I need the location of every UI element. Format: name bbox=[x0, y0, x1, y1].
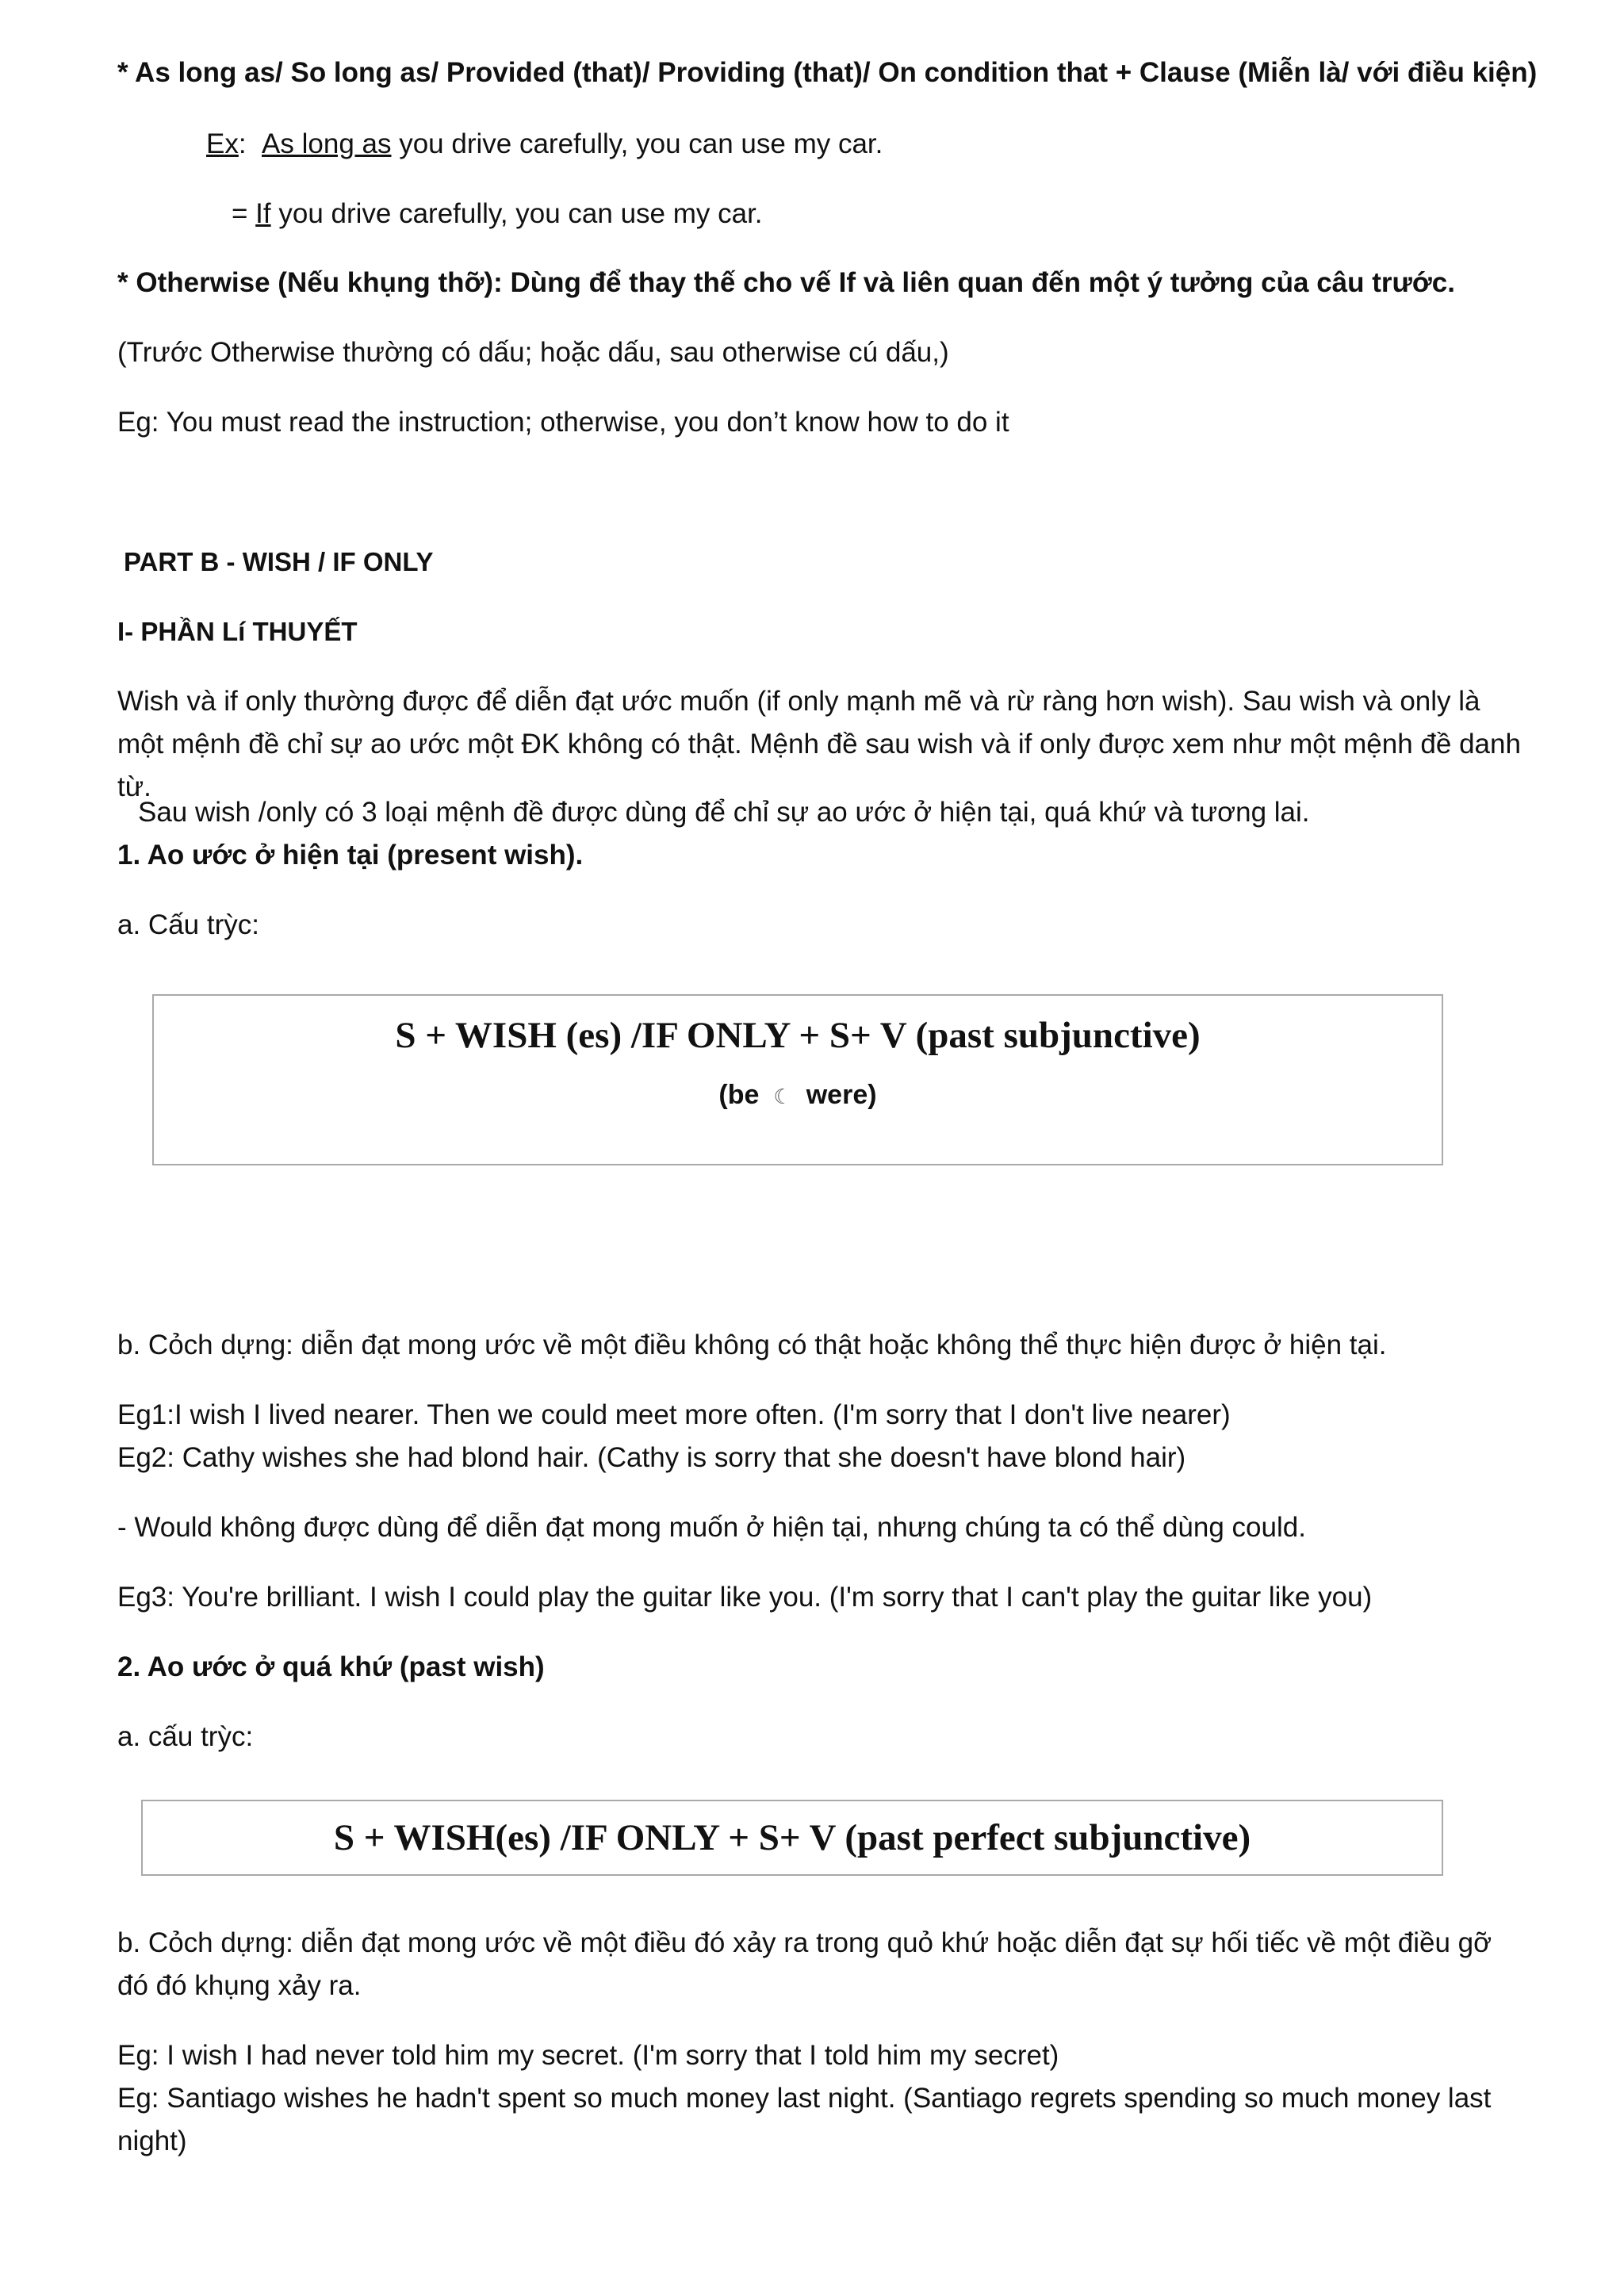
past-structure-label: a. cấu trỳc: bbox=[117, 1721, 254, 1752]
example-colon: : bbox=[238, 128, 247, 159]
past-wish-formula: S + WISH(es) /IF ONLY + S+ V (past perfect subjunctive) bbox=[333, 1817, 1251, 1858]
present-example-2: Eg2: Cathy wishes she had blond hair. (Cathy is sorry that she doesn't have blond hair) bbox=[117, 1442, 1186, 1473]
example-sentence: you drive carefully, you can use my car. bbox=[391, 128, 883, 159]
past-wish-heading: 2. Ao ước ở quá khứ (past wish) bbox=[117, 1651, 545, 1682]
example-label: Ex bbox=[206, 128, 239, 159]
equivalent-sentence: you drive carefully, you can use my car. bbox=[270, 198, 763, 229]
otherwise-heading: * Otherwise (Nếu khụng thỡ): Dùng để thay thế cho vế If và liên quan đến một ý tưởng của câu trước. bbox=[117, 267, 1455, 298]
would-could-note: - Would không được dùng để diễn đạt mong muốn ở hiện tại, nhưng chúng ta có thể dùng could. bbox=[117, 1512, 1306, 1543]
as-long-as-phrase: As long as bbox=[262, 128, 392, 159]
as-long-as-example bbox=[206, 123, 883, 166]
present-example-1: Eg1:I wish I lived nearer. Then we could meet more often. (I'm sorry that I don't live nearer) bbox=[117, 1399, 1231, 1430]
if-word: If bbox=[255, 198, 271, 229]
otherwise-example: Eg: You must read the instruction; otherwise, you don’t know how to do it bbox=[117, 407, 1009, 438]
be-were-note bbox=[154, 1075, 1442, 1116]
past-wish-formula-box bbox=[141, 1800, 1443, 1876]
present-usage: b. Cỏch dựng: diễn đạt mong ước về một điều không có thật hoặc không thể thực hiện được ở hiện tại. bbox=[117, 1330, 1387, 1360]
past-usage: b. Cỏch dựng: diễn đạt mong ước về một điều đó xảy ra trong quỏ khứ hoặc diễn đạt sự hối tiếc về một điều gỡ đó đó khụng xảy ra. bbox=[117, 1927, 1492, 2001]
past-example-2: Eg: Santiago wishes he hadn't spent so much money last night. (Santiago regrets spending so much money last night) bbox=[117, 2083, 1492, 2156]
present-wish-heading: 1. Ao ước ở hiện tại (present wish). bbox=[117, 840, 584, 871]
present-example-3: Eg3: You're brilliant. I wish I could play the guitar like you. (I'm sorry that I can't play the guitar like you) bbox=[117, 1582, 1373, 1613]
were-word: were) bbox=[806, 1080, 877, 1110]
past-example-1: Eg: I wish I had never told him my secret. (I'm sorry that I told him my secret) bbox=[117, 2040, 1059, 2071]
part-b-title: PART B - WISH / IF ONLY bbox=[124, 547, 434, 576]
theory-heading: I- PHẦN Lí THUYẾT bbox=[117, 617, 358, 646]
be-word: (be bbox=[718, 1080, 760, 1110]
wish-types-note: Sau wish /only có 3 loại mệnh đề được dùng để chỉ sự ao ước ở hiện tại, quá khứ và tương lai. bbox=[138, 797, 1310, 828]
present-wish-formula-box bbox=[152, 994, 1443, 1165]
conditional-alternatives-heading: * As long as/ So long as/ Provided (that)/ Providing (that)/ On condition that + Clause (Miễn là/ với điều kiện) bbox=[117, 57, 1538, 88]
otherwise-punctuation-note: (Trước Otherwise thường có dấu; hoặc dấu, sau otherwise cú dấu,) bbox=[117, 337, 949, 368]
if-equivalent-example bbox=[232, 193, 763, 235]
equals-sign: = bbox=[232, 198, 256, 229]
moon-symbol-icon: ☾ bbox=[773, 1085, 792, 1108]
present-wish-formula: S + WISH (es) /IF ONLY + S+ V (past subjunctive) bbox=[395, 1015, 1201, 1056]
present-structure-label: a. Cấu trỳc: bbox=[117, 909, 259, 940]
wish-intro-paragraph: Wish và if only thường được để diễn đạt ước muốn (if only mạnh mẽ và rừ ràng hơn wish). Sau wish và only là một mệnh đề chỉ sự ao ước một ĐK không có thật. Mệnh đề sau wish và if only được xem như một mệnh đề danh từ. bbox=[117, 686, 1521, 802]
